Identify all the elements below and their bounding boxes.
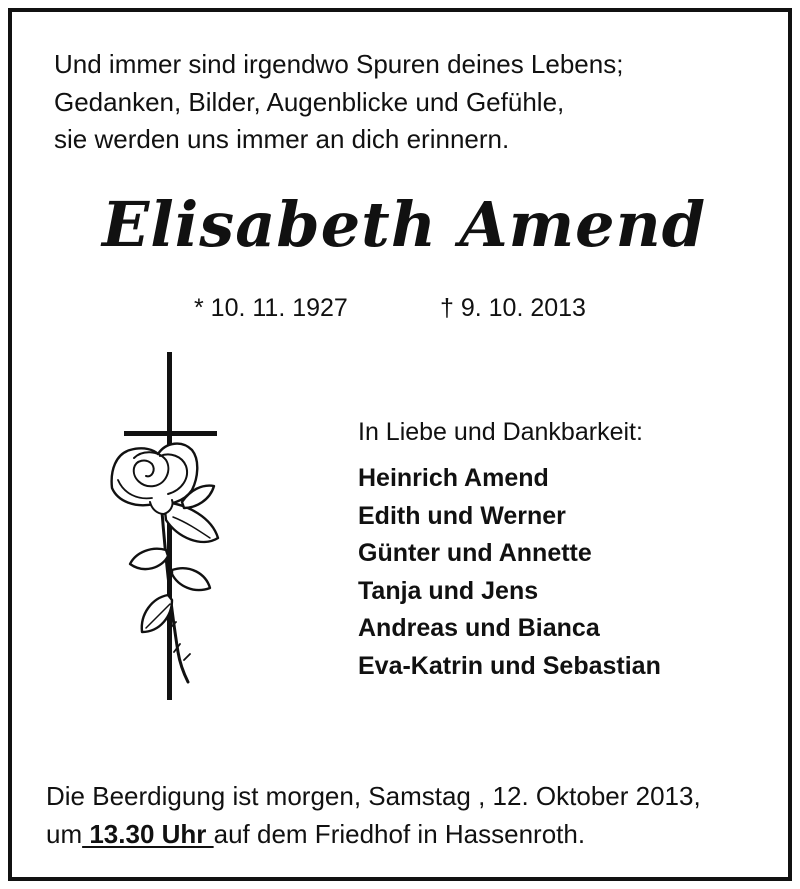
- mourner-name: Edith und Werner: [358, 501, 566, 530]
- mourner-name: Günter und Annette: [358, 539, 592, 567]
- birth-date: * 10. 11. 1927: [194, 294, 348, 322]
- cross-with-rose-icon: [100, 352, 240, 712]
- mourners-heading: In Liebe und Dankbarkeit:: [358, 418, 643, 446]
- mourner-name: Eva-Katrin und Sebastian: [358, 651, 661, 680]
- deceased-name: Elisabeth Amend: [101, 188, 707, 261]
- rose-icon: [112, 444, 218, 682]
- poem-line: Und immer sind irgendwo Spuren deines Lebens;: [54, 49, 624, 79]
- poem-line: sie werden uns immer an dich erinnern.: [54, 124, 510, 154]
- death-date: † 9. 10. 2013: [440, 294, 586, 322]
- poem-line: Gedanken, Bilder, Augenblicke und Gefühle,: [54, 86, 565, 117]
- obituary-frame: [8, 8, 792, 881]
- mourner-name: Tanja und Jens: [358, 576, 539, 605]
- funeral-location: auf dem Friedhof in Hassenroth.: [213, 819, 586, 849]
- memorial-poem: [54, 46, 623, 159]
- mourner-name: Heinrich Amend: [358, 464, 549, 492]
- funeral-time: 13.30 Uhr: [82, 819, 214, 849]
- cross-horizontal-beam: [124, 431, 217, 436]
- funeral-time-prefix: um: [46, 819, 83, 849]
- funeral-date-line: Die Beerdigung ist morgen, Samstag , 12. Oktober 2013,: [46, 781, 701, 811]
- mourner-name: Andreas und Bianca: [358, 614, 600, 642]
- mourners-list: [358, 460, 661, 685]
- funeral-notice: [46, 777, 701, 853]
- funeral-time-line: [46, 815, 701, 853]
